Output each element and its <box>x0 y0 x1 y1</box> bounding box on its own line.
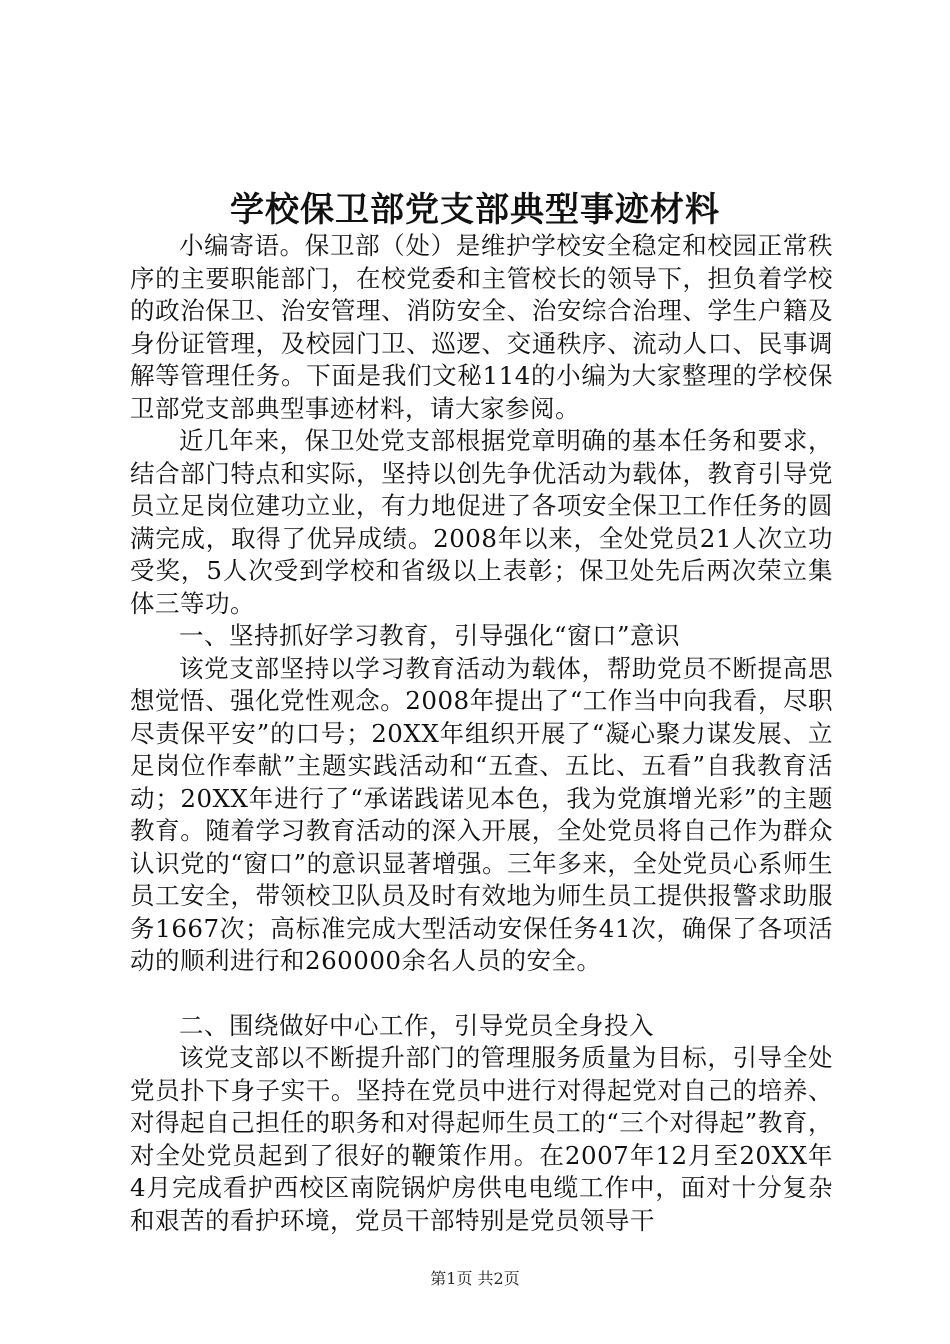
document-body <box>130 230 833 1237</box>
section-2-heading: 二、围绕做好中心工作，引导党员全身投入 <box>179 1010 654 1040</box>
paragraph-spacer <box>130 978 833 1010</box>
overview-paragraph: 近几年来，保卫处党支部根据党章明确的基本任务和要求，结合部门特点和实际，坚持以创先争优活动为载体，教育引导党员立足岗位建功立业，有力地促进了各项安全保卫工作任务的圆满完成，取得了优异成绩。2008年以来，全处党员21人次立功受奖，5人次受到学校和省级以上表彰；保卫处先后两次荣立集体三等功。 <box>130 426 833 618</box>
intro-paragraph: 小编寄语。保卫部（处）是维护学校安全稳定和校园正常秩序的主要职能部门，在校党委和主管校长的领导下，担负着学校的政治保卫、治安管理、消防安全、治安综合治理、学生户籍及身份证管理，及校园门卫、巡逻、交通秩序、流动人口、民事调解等管理任务。下面是我们文秘114的小编为大家整理的学校保卫部党支部典型事迹材料，请大家参阅。 <box>130 231 833 423</box>
document-title: 学校保卫部党支部典型事迹材料 <box>230 190 720 230</box>
page-number-footer: 第1页 共2页 <box>430 1269 520 1288</box>
section-1-paragraph: 该党支部坚持以学习教育活动为载体，帮助党员不断提高思想觉悟、强化党性观念。2008年提出了“工作当中向我看，尽职尽责保平安”的口号；20XX年组织开展了“凝心聚力谋发展、立足岗位作奉献”主题实践活动和“五查、五比、五看”自我教育活动；20XX年进行了“承诺践诺见本色，我为党旗增光彩”的主题教育。随着学习教育活动的深入开展，全处党员将自己作为群众认识党的“窗口”的意识显著增强。三年多来，全处党员心系师生员工安全，带领校卫队员及时有效地为师生员工提供报警求助服务1667次；高标准完成大型活动安保任务41次，确保了各项活动的顺利进行和260000余名人员的安全。 <box>130 653 833 975</box>
section-1-heading: 一、坚持抓好学习教育，引导强化“窗口”意识 <box>179 621 681 650</box>
section-2-paragraph: 该党支部以不断提升部门的管理服务质量为目标，引导全处党员扑下身子实干。坚持在党员中进行对得起党对自己的培养、对得起自己担任的职务和对得起师生员工的“三个对得起”教育，对全处党员起到了很好的鞭策作用。在2007年12月至20XX年4月完成看护西校区南院锅炉房供电电缆工作中，面对十分复杂和艰苦的看护环境，党员干部特别是党员领导干 <box>130 1043 833 1235</box>
